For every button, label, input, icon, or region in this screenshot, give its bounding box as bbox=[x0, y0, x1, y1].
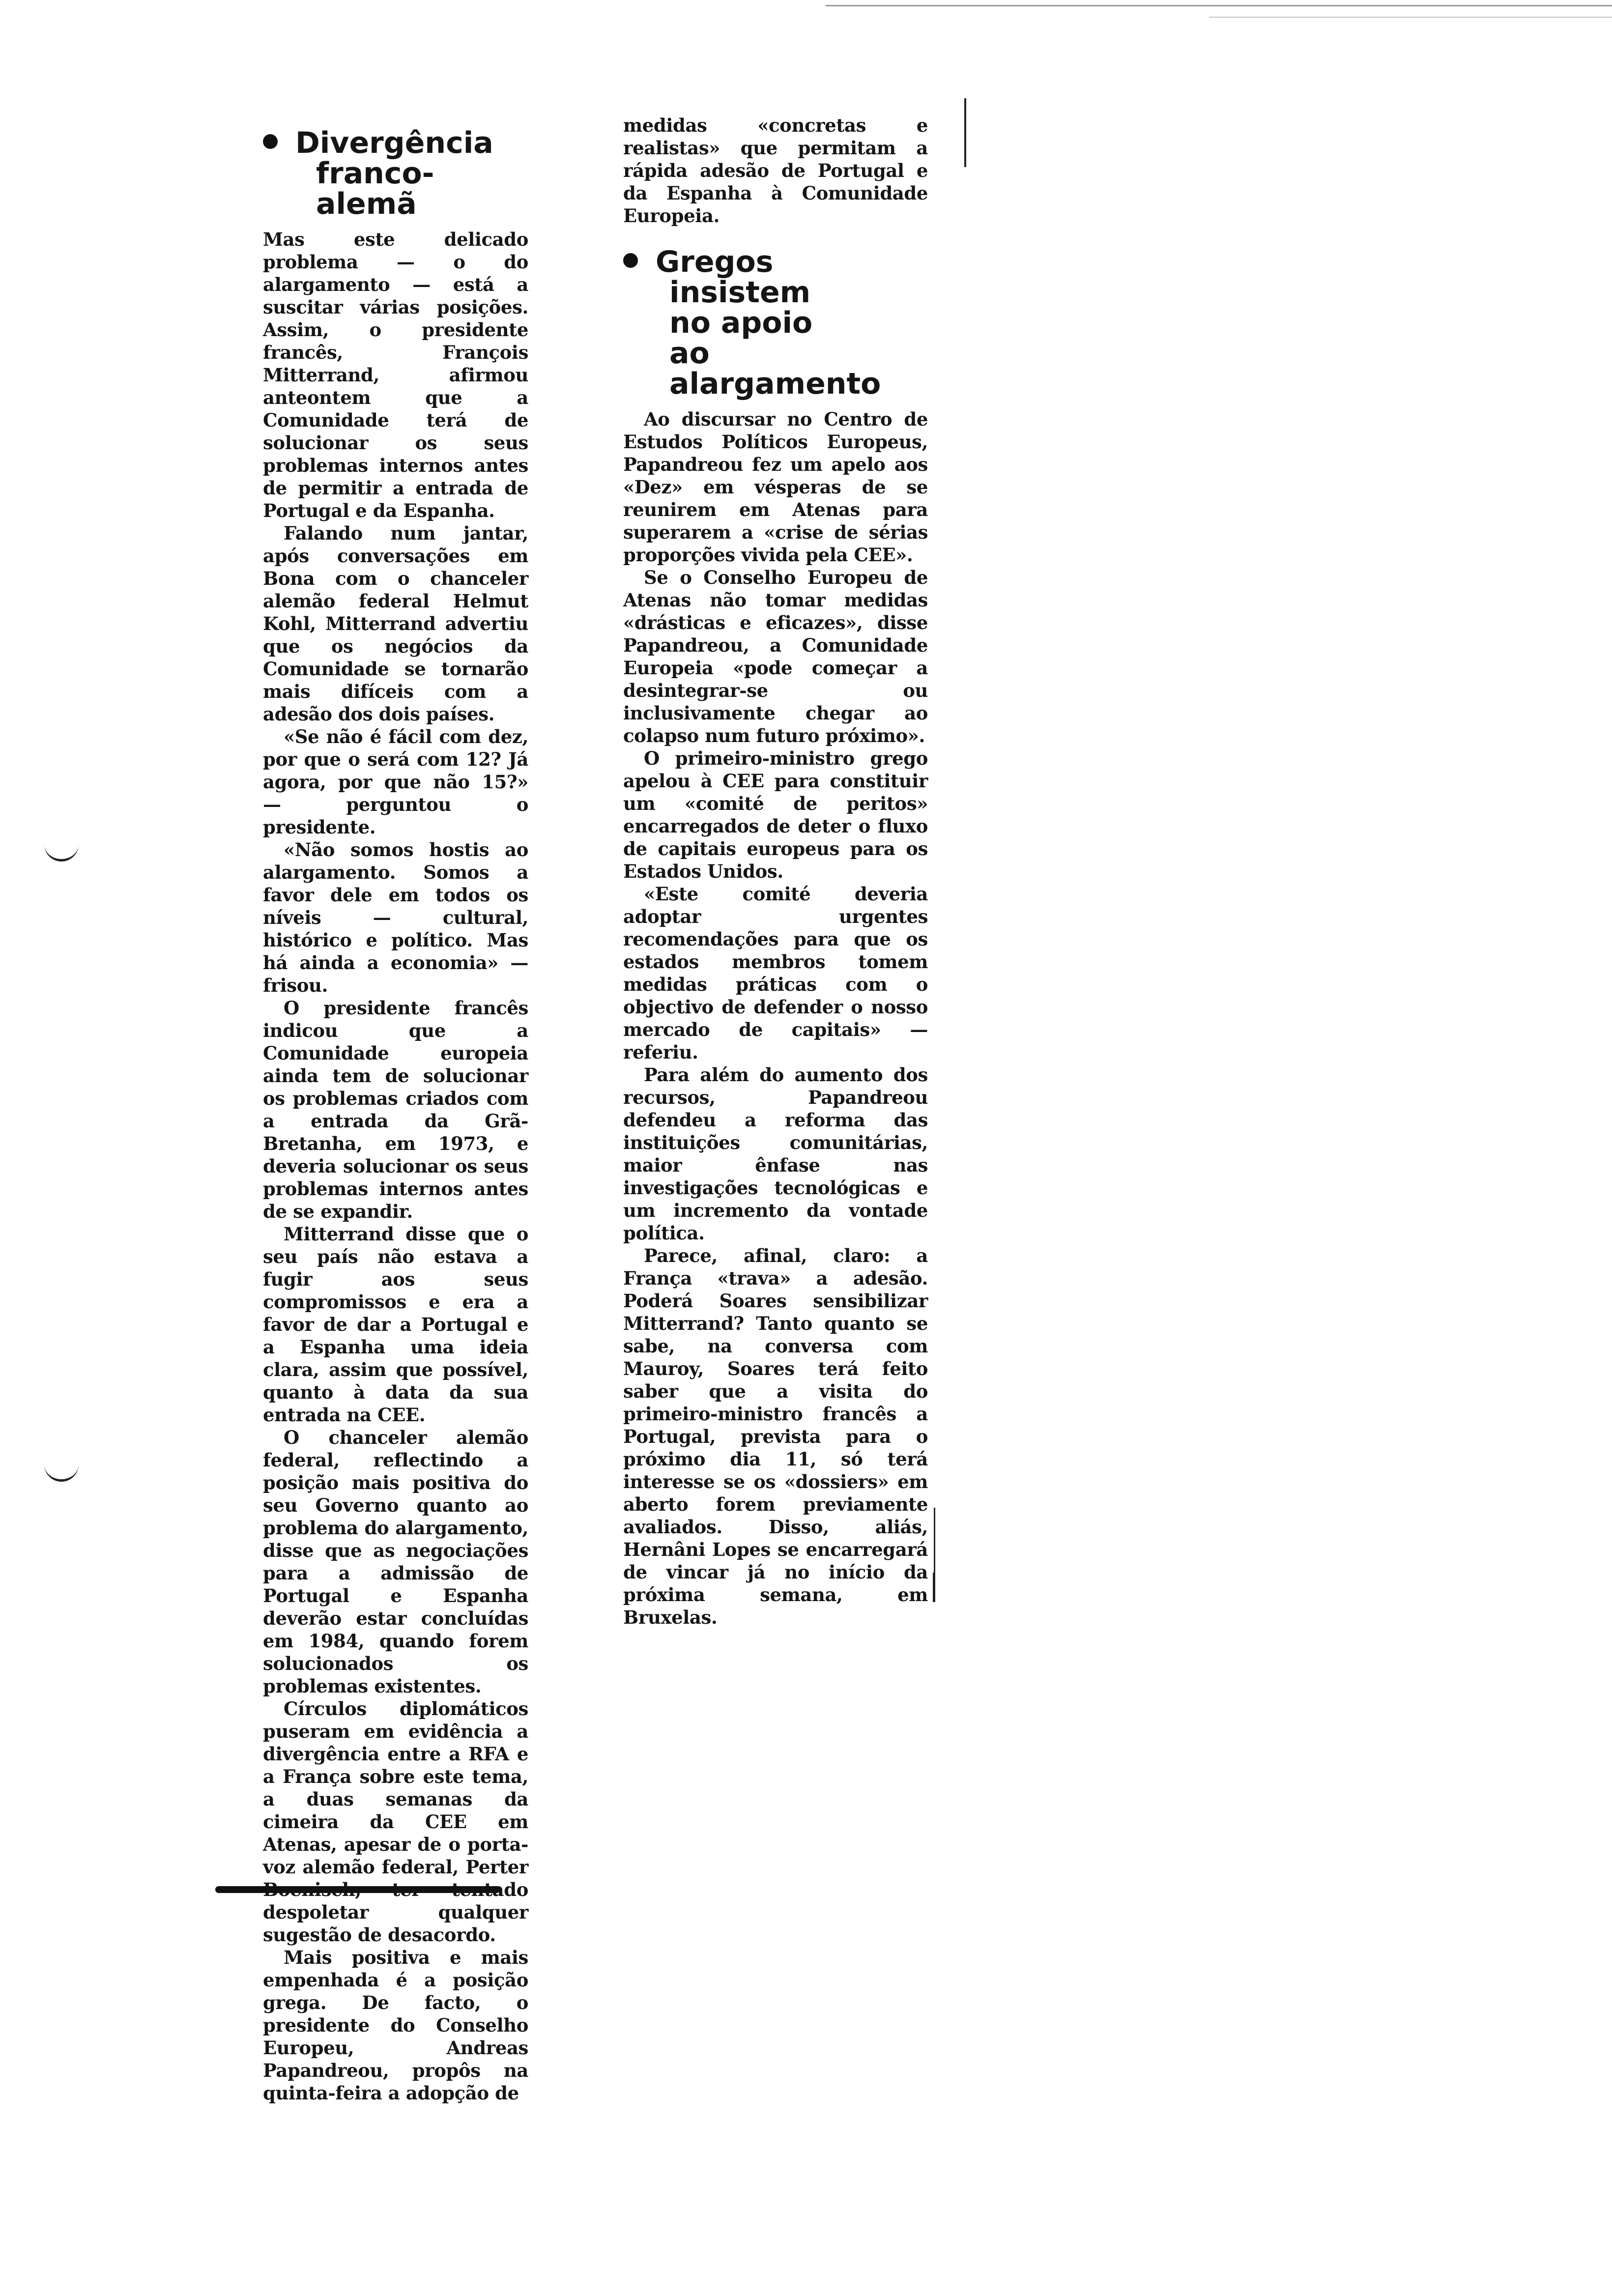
bullet-icon bbox=[263, 134, 278, 149]
paragraph: Falando num jantar, após conversações em Bona com o chanceler alemão federal Helmut Kohl, Mitterrand advertiu que os negócios da Comunidade se tornarão mais difíceis com a adesão dos dois países. bbox=[263, 522, 528, 725]
paragraph: Mais positiva e mais empenhada é a posição grega. De facto, o presidente do Conselho Europeu, Andreas Papandreou, propôs na quinta-feira a adopção de bbox=[263, 1947, 528, 2104]
article-column-right bbox=[623, 114, 928, 1629]
paragraph: Ao discursar no Centro de Estudos Políticos Europeus, Papandreou fez um apelo aos «Dez» em vésperas de se reunirem em Atenas para superarem a «crise de sérias proporções vivida pela CEE». bbox=[623, 408, 928, 566]
binder-hole-mark-upper bbox=[44, 844, 79, 861]
paragraph: Mas este delicado problema — o do alargamento — está a suscitar várias posições. Assim, o presidente francês, François Mitterrand, afirmou anteontem que a Comunidade terá de solucionar os seus problemas internos antes de permitir a entrada de Portugal e da Espanha. bbox=[263, 229, 528, 521]
article-column-left bbox=[263, 128, 528, 2104]
paragraph: Para além do aumento dos recursos, Papandreou defendeu a reforma das instituições comunitárias, maior ênfase nas investigações tecnológicas e um incremento da vontade política. bbox=[623, 1064, 928, 1244]
column-edge-rule-bottom-thick bbox=[933, 1573, 935, 1602]
top-edge-rule bbox=[826, 5, 1612, 6]
paragraph: «Se não é fácil com dez, por que o será com 12? Já agora, por que não 15?» — perguntou o presidente. bbox=[263, 726, 528, 838]
top-edge-rule-secondary bbox=[1209, 17, 1612, 18]
paragraph: «Este comité deveria adoptar urgentes recomendações para que os estados membros tomem medidas práticas com o objectivo de defender o nosso mercado de capitais» — referiu. bbox=[623, 883, 928, 1063]
paragraph: Círculos diplomáticos puseram em evidência a divergência entre a RFA e a França sobre este tema, a duas semanas da cimeira da CEE em Atenas, apesar de o porta-voz alemão federal, Perter Boenisch, ter tentado despoletar qualquer sugestão de desacordo. bbox=[263, 1698, 528, 1946]
paragraph: O presidente francês indicou que a Comunidade europeia ainda tem de solucionar os problemas criados com a entrada da Grã-Bretanha, em 1973, e deveria solucionar os seus problemas internos antes de se expandir. bbox=[263, 997, 528, 1222]
paragraph: Parece, afinal, claro: a França «trava» a adesão. Poderá Soares sensibilizar Mitterrand? Tanto quanto se sabe, na conversa com Mauroy, Soares terá feito saber que a visita do primeiro-ministro francês a Portugal, prevista para o próximo dia 11, só terá interesse se os «dossiers» em aberto forem previamente avaliados. Disso, aliás, Hernâni Lopes se encarregará de vincar já no início da próxima semana, em Bruxelas. bbox=[623, 1245, 928, 1628]
subheading-line: insistem bbox=[669, 275, 811, 310]
column-end-rule bbox=[215, 1886, 500, 1893]
paragraph: O chanceler alemão federal, reflectindo a posição mais positiva do seu Governo quanto ao problema do alargamento, disse que as negociações para a admissão de Portugal e Espanha deverão estar concluídas em 1984, quando forem solucionados os problemas existentes. bbox=[263, 1427, 528, 1697]
subheading-line: Gregos bbox=[656, 245, 774, 279]
subheading-line: no apoio bbox=[669, 306, 813, 340]
paragraph-continued: medidas «concretas e realistas» que permitam a rápida adesão de Portugal e da Espanha à Comunidade Europeia. bbox=[623, 115, 928, 227]
bullet-icon bbox=[623, 253, 638, 268]
column-edge-rule-top bbox=[964, 98, 966, 167]
paragraph: «Não somos hostis ao alargamento. Somos a favor dele em todos os níveis — cultural, histórico e político. Mas há ainda a economia» — frisou. bbox=[263, 839, 528, 996]
subheading-line: Divergência bbox=[295, 126, 493, 160]
paragraph: Mitterrand disse que o seu país não estava a fugir aos seus compromissos e era a favor de dar a Portugal e a Espanha uma ideia clara, assim que possível, quanto à data da sua entrada na CEE. bbox=[263, 1223, 528, 1426]
binder-hole-mark-lower bbox=[44, 1464, 79, 1482]
subheading-divergencia bbox=[263, 128, 528, 219]
subheading-gregos bbox=[623, 247, 928, 399]
paragraph: Se o Conselho Europeu de Atenas não tomar medidas «drásticas e eficazes», disse Papandreou, a Comunidade Europeia «pode começar a desintegrar-se ou inclusivamente chegar ao colapso num futuro próximo». bbox=[623, 567, 928, 746]
subheading-line: franco-alemã bbox=[316, 156, 434, 221]
paragraph: O primeiro-ministro grego apelou à CEE para constituir um «comité de peritos» encarregados de deter o fluxo de capitais europeus para os Estados Unidos. bbox=[623, 747, 928, 882]
subheading-line: ao alargamento bbox=[669, 336, 881, 401]
